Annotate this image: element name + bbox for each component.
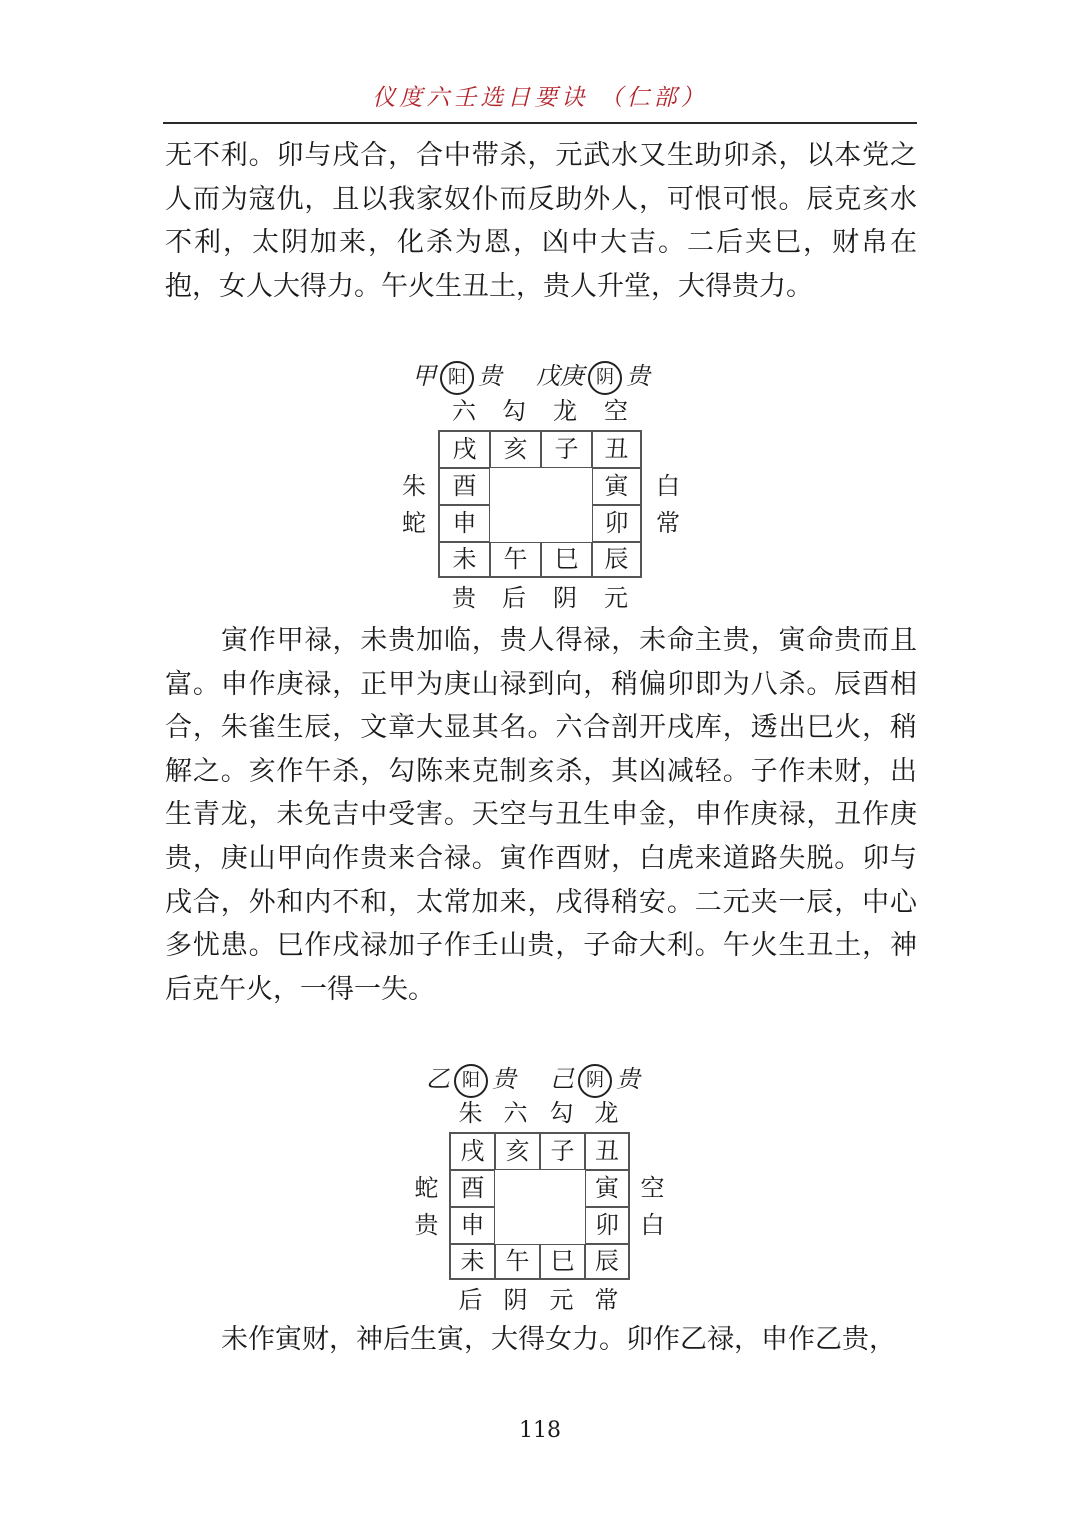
header-rule bbox=[163, 122, 917, 124]
diagram2-heading-b: 己 bbox=[550, 1065, 574, 1093]
d1-top-label: 六 bbox=[452, 397, 476, 425]
d2-cell: 卯 bbox=[585, 1207, 629, 1244]
d1-cell: 子 bbox=[541, 431, 592, 468]
d1-cell: 酉 bbox=[439, 468, 490, 505]
yang-symbol-icon: 阳 bbox=[440, 361, 474, 395]
d1-cell: 亥 bbox=[490, 431, 541, 468]
d2-cell: 酉 bbox=[450, 1170, 495, 1207]
yin-symbol-icon: 阴 bbox=[588, 361, 622, 395]
d2-cell: 亥 bbox=[495, 1133, 540, 1170]
d2-left-label: 蛇 bbox=[414, 1174, 439, 1202]
diagram1-grid bbox=[438, 430, 642, 578]
d1-cell: 寅 bbox=[592, 468, 641, 505]
d1-bottom-label: 贵 bbox=[452, 584, 476, 612]
d1-cell: 申 bbox=[439, 505, 490, 542]
d2-cell: 辰 bbox=[585, 1244, 629, 1279]
d1-cell: 卯 bbox=[592, 505, 641, 542]
d1-right-label: 常 bbox=[656, 509, 680, 537]
diagram2-heading-a-end: 贵 bbox=[492, 1065, 516, 1093]
d2-top-label: 朱 bbox=[458, 1099, 483, 1127]
d1-right-label: 白 bbox=[656, 472, 680, 500]
d2-bottom-label: 后 bbox=[458, 1286, 483, 1314]
diagram1-heading-b: 戊庚 bbox=[536, 362, 584, 390]
diagram1-heading-b-end: 贵 bbox=[626, 362, 650, 390]
d2-cell: 戌 bbox=[450, 1133, 495, 1170]
diagram2-heading-a: 乙 bbox=[426, 1065, 450, 1093]
running-header: 仪度六壬选日要诀 （仁部） bbox=[372, 85, 708, 111]
d1-bottom-label: 阴 bbox=[553, 584, 577, 612]
d2-right-label: 白 bbox=[640, 1211, 665, 1239]
diagram2-heading-b-end: 贵 bbox=[616, 1065, 640, 1093]
d1-left-label: 蛇 bbox=[402, 509, 426, 537]
d2-left-label: 贵 bbox=[414, 1211, 439, 1239]
diagram1-heading-a: 甲 bbox=[412, 362, 436, 390]
d2-cell: 巳 bbox=[540, 1244, 585, 1279]
d2-top-label: 六 bbox=[503, 1099, 528, 1127]
d2-cell: 申 bbox=[450, 1207, 495, 1244]
yin-symbol-icon: 阴 bbox=[578, 1064, 612, 1098]
diagram1-heading-a-end: 贵 bbox=[478, 362, 502, 390]
d1-cell: 戌 bbox=[439, 431, 490, 468]
d1-top-label: 勾 bbox=[502, 397, 526, 425]
paragraph-2: 寅作甲禄，未贵加临，贵人得禄，未命主贵，寅命贵而且富。申作庚禄，正甲为庚山禄到向，稍偏卯即为八杀。辰酉相合，朱雀生辰，文章大显其名。六合剖开戌库，透出巳火，稍解之。亥作午杀，勾陈来克制亥杀，其凶减轻。子作未财，出生青龙，未免吉中受害。天空与丑生申金，申作庚禄，丑作庚贵，庚山甲向作贵来合禄。寅作酉财，白虎来道路失脱。卯与戌合，外和内不和，太常加来，戌得稍安。二元夹一辰，中心多忧患。巳作戌禄加子作壬山贵，子命大利。午火生丑土，神后克午火，一得一失。 bbox=[165, 625, 917, 1005]
d2-bottom-label: 阴 bbox=[503, 1286, 528, 1314]
diagram2-heading bbox=[426, 1059, 640, 1098]
d1-cell: 午 bbox=[490, 542, 541, 577]
d1-bottom-label: 元 bbox=[604, 584, 628, 612]
d2-cell: 未 bbox=[450, 1244, 495, 1279]
d1-left-label: 朱 bbox=[402, 472, 426, 500]
yang-symbol-icon: 阳 bbox=[454, 1064, 488, 1098]
d1-cell: 巳 bbox=[541, 542, 592, 577]
d2-bottom-label: 元 bbox=[549, 1286, 574, 1314]
d1-top-label: 空 bbox=[604, 397, 628, 425]
d2-cell: 寅 bbox=[585, 1170, 629, 1207]
paragraph-3: 未作寅财，神后生寅，大得女力。卯作乙禄，申作乙贵， bbox=[221, 1324, 896, 1355]
page-number: 118 bbox=[519, 1418, 561, 1443]
d2-cell: 丑 bbox=[585, 1133, 629, 1170]
d1-cell: 未 bbox=[439, 542, 490, 577]
d2-bottom-label: 常 bbox=[594, 1286, 619, 1314]
d2-cell: 子 bbox=[540, 1133, 585, 1170]
d2-right-label: 空 bbox=[640, 1174, 665, 1202]
paragraph-1: 无不利。卯与戌合，合中带杀，元武水又生助卯杀，以本党之人而为寇仇，且以我家奴仆而反助外人，可恨可恨。辰克亥水不利，太阴加来，化杀为恩，凶中大吉。二后夹巳，财帛在抱，女人大得力。午火生丑土，贵人升堂，大得贵力。 bbox=[165, 140, 917, 302]
diagram2-grid bbox=[449, 1132, 630, 1280]
d1-top-label: 龙 bbox=[553, 397, 577, 425]
d1-cell: 辰 bbox=[592, 542, 641, 577]
d2-top-label: 龙 bbox=[594, 1099, 619, 1127]
d2-top-label: 勾 bbox=[549, 1099, 574, 1127]
d1-cell: 丑 bbox=[592, 431, 641, 468]
diagram1-heading bbox=[412, 356, 650, 395]
d2-cell: 午 bbox=[495, 1244, 540, 1279]
d1-bottom-label: 后 bbox=[502, 584, 526, 612]
